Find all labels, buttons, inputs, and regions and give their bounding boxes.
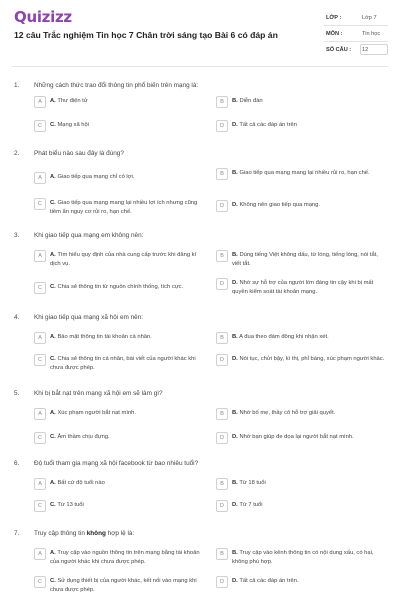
option-content: Từ 7 tuổi <box>239 502 263 508</box>
quizizz-logo: Quizizz <box>14 8 72 26</box>
question-text <box>34 530 374 537</box>
option-text <box>232 433 386 442</box>
option-letter-box: C <box>34 354 46 366</box>
option-text <box>50 355 202 372</box>
option-letter-box: B <box>216 168 228 180</box>
option-label: D. <box>232 578 238 584</box>
option-content: Giao tiếp qua mạng mang lại nhiều rủi ro, hạn chế. <box>239 170 370 176</box>
option-text <box>232 549 386 566</box>
option-content: Nhờ bạn giúp đe dọa lại người bắt nạt mình. <box>239 434 354 440</box>
option-letter-box: C <box>34 120 46 132</box>
option-text <box>232 279 386 296</box>
option-text <box>232 355 386 364</box>
option-letter-box: B <box>216 408 228 420</box>
question-text-emphasis: không <box>86 530 106 537</box>
option-content: Bảo mật thông tin tài khoản cá nhân. <box>57 334 152 340</box>
option-label: D. <box>232 356 238 362</box>
meta-value: Lớp 7 <box>362 15 377 21</box>
option-text <box>232 501 386 510</box>
option-label: B. <box>232 252 238 258</box>
option-label: A. <box>50 334 56 340</box>
option-letter-box: B <box>216 548 228 560</box>
option-letter-box: A <box>34 478 46 490</box>
question-text: Độ tuổi tham gia mạng xã hội facebook từ bao nhiêu tuổi? <box>34 460 199 467</box>
option-letter-box: A <box>34 96 46 108</box>
option-content: Xúc phạm người bắt nạt mình. <box>57 410 137 416</box>
option-letter-box: B <box>216 250 228 262</box>
option-letter-box: D <box>216 200 228 212</box>
option-content: Tất cả các đáp án trên <box>239 122 298 128</box>
option-text <box>232 169 386 178</box>
option-content: Chia sẻ thông tin từ nguồn chính thống, tích cực. <box>57 284 184 290</box>
question-number: 2. <box>14 150 20 157</box>
question-number: 1. <box>14 82 20 89</box>
option-letter-box: A <box>34 332 46 344</box>
option-label: C. <box>50 578 56 584</box>
option-letter-box: B <box>216 332 228 344</box>
divider <box>324 25 388 26</box>
option-letter-box: A <box>34 172 46 184</box>
option-content: Mạng xã hội <box>57 122 90 128</box>
option-label: B. <box>232 480 238 486</box>
option-text <box>50 251 202 268</box>
question-number: 5. <box>14 390 20 397</box>
option-content: Thư điện tử <box>57 98 88 104</box>
question-text: Những cách thức trao đổi thông tin phổ biến trên mạng là: <box>34 82 199 89</box>
option-label: C. <box>50 200 56 206</box>
option-content: Từ 13 tuổi <box>57 502 84 508</box>
option-letter-box: C <box>34 432 46 444</box>
option-label: C. <box>50 284 56 290</box>
option-text <box>232 577 386 586</box>
question-text-part: hợp lệ là: <box>105 530 135 537</box>
option-text <box>50 549 202 566</box>
option-letter-box: D <box>216 120 228 132</box>
option-label: C. <box>50 434 56 440</box>
option-text <box>232 251 386 268</box>
option-label: C. <box>50 502 56 508</box>
option-text <box>50 577 202 594</box>
option-content: Nói tục, chửi bậy, kì thị, phỉ báng, xúc phạm người khác. <box>239 356 385 362</box>
option-content: Âm thầm chịu đựng. <box>57 434 110 440</box>
meta-value: Tin học <box>362 31 381 37</box>
option-text <box>50 121 200 130</box>
page-title: 12 câu Trắc nghiệm Tin học 7 Chân trời sáng tạo Bài 6 có đáp án <box>14 30 278 40</box>
option-text <box>232 479 386 488</box>
option-content: Chia sẻ thông tin cá nhân, bài viết của người khác khi chưa được phép. <box>50 356 196 371</box>
option-content: Diễn đàn <box>239 98 263 104</box>
option-label: D. <box>232 202 238 208</box>
option-text <box>50 501 202 510</box>
option-letter-box: B <box>216 478 228 490</box>
option-content: A đua theo đám đông khi nhận xét. <box>239 334 329 340</box>
option-letter-box: D <box>216 278 228 290</box>
question-text: Khi bị bắt nạt trên mạng xã hội em sẽ làm gì? <box>34 390 163 397</box>
meta-row-class <box>324 12 388 28</box>
option-text <box>50 283 216 292</box>
option-content: Dùng tiếng Việt không dấu, từ lóng, tiếng lóng, nói tắt, viết tắt. <box>232 252 378 267</box>
option-letter-box: C <box>34 576 46 588</box>
option-letter-box: C <box>34 282 46 294</box>
option-letter-box: D <box>216 576 228 588</box>
option-letter-box: D <box>216 500 228 512</box>
option-letter-box: D <box>216 432 228 444</box>
option-label: B. <box>232 410 238 416</box>
option-text <box>232 97 386 106</box>
option-label: B. <box>232 550 238 556</box>
option-content: Tìm hiểu quy định của nhà cung cấp trước khi đăng kí dịch vụ. <box>50 252 197 267</box>
option-label: D. <box>232 502 238 508</box>
option-letter-box: A <box>34 548 46 560</box>
option-label: A. <box>50 550 56 556</box>
option-letter-box: A <box>34 408 46 420</box>
meta-row-count <box>324 44 388 60</box>
header-divider <box>12 66 388 67</box>
option-label: D. <box>232 434 238 440</box>
option-text <box>50 173 200 182</box>
meta-panel <box>324 12 388 60</box>
page-header <box>0 0 400 62</box>
option-content: Giao tiếp qua mạng mang lại nhiều lợi ích nhưng cũng tiềm ẩn nguy cơ rủi ro, hạn chế. <box>50 200 198 215</box>
option-text <box>50 409 202 418</box>
option-text <box>232 333 386 342</box>
divider <box>324 41 388 42</box>
option-label: C. <box>50 356 56 362</box>
option-label: A. <box>50 174 56 180</box>
option-label: A. <box>50 480 56 486</box>
question-text: Khi giao tiếp qua mạng xã hội em nên: <box>34 314 144 321</box>
option-label: B. <box>232 98 238 104</box>
option-label: A. <box>50 98 56 104</box>
meta-label: SỐ CÂU : <box>326 47 352 53</box>
option-label: A. <box>50 252 56 258</box>
option-content: Giao tiếp qua mạng chỉ có lợi. <box>57 174 135 180</box>
option-label: C. <box>50 122 56 128</box>
question-text-part: Truy cập thông tin <box>34 530 87 537</box>
option-text <box>50 433 202 442</box>
option-content: Không nên giao tiếp qua mạng. <box>239 202 321 208</box>
option-label: A. <box>50 410 56 416</box>
meta-row-subject <box>324 28 388 44</box>
question-number: 7. <box>14 530 20 537</box>
option-text <box>50 479 202 488</box>
option-content: Nhờ bố mẹ, thầy cô hỗ trợ giải quyết. <box>239 410 336 416</box>
option-letter-box: B <box>216 96 228 108</box>
meta-value: 12 <box>362 47 369 53</box>
question-number: 4. <box>14 314 20 321</box>
option-content: Tất cả các đáp án trên. <box>239 578 299 584</box>
option-label: B. <box>232 334 238 340</box>
question-number: 3. <box>14 232 20 239</box>
option-text <box>232 409 386 418</box>
option-label: D. <box>232 280 238 286</box>
option-text <box>50 333 202 342</box>
meta-label: MÔN : <box>326 31 343 37</box>
option-letter-box: D <box>216 354 228 366</box>
option-letter-box: C <box>34 198 46 210</box>
option-letter-box: A <box>34 250 46 262</box>
option-label: B. <box>232 170 238 176</box>
question-text: Phát biểu nào sau đây là đúng? <box>34 150 124 157</box>
question-number: 6. <box>14 460 20 467</box>
option-text <box>232 121 386 130</box>
option-content: Nhờ sự hỗ trợ của người lớn đáng tin cậy khi bị mất quyền kiểm soát tài khoản mạng. <box>232 280 374 295</box>
option-content: Từ 18 tuổi <box>239 480 266 486</box>
option-content: Truy cập vào nguồn thông tin trên mạng bằng tài khoản của người khác khi chưa được phép. <box>50 550 200 565</box>
option-text <box>232 201 386 210</box>
question-text: Khi giao tiếp qua mạng em không nên: <box>34 232 144 239</box>
option-content: Truy cập vào kênh thông tin có nội dung xấu, có hại, không phù hợp. <box>232 550 374 565</box>
meta-label: LỚP : <box>326 15 342 21</box>
option-text <box>50 199 202 216</box>
option-content: Sử dụng thiết bị của người khác, kết nối vào mạng khi chưa được phép. <box>50 578 197 593</box>
option-content: Bất cứ độ tuổi nào <box>57 480 105 486</box>
option-text <box>50 97 218 106</box>
option-label: D. <box>232 122 238 128</box>
option-letter-box: C <box>34 500 46 512</box>
